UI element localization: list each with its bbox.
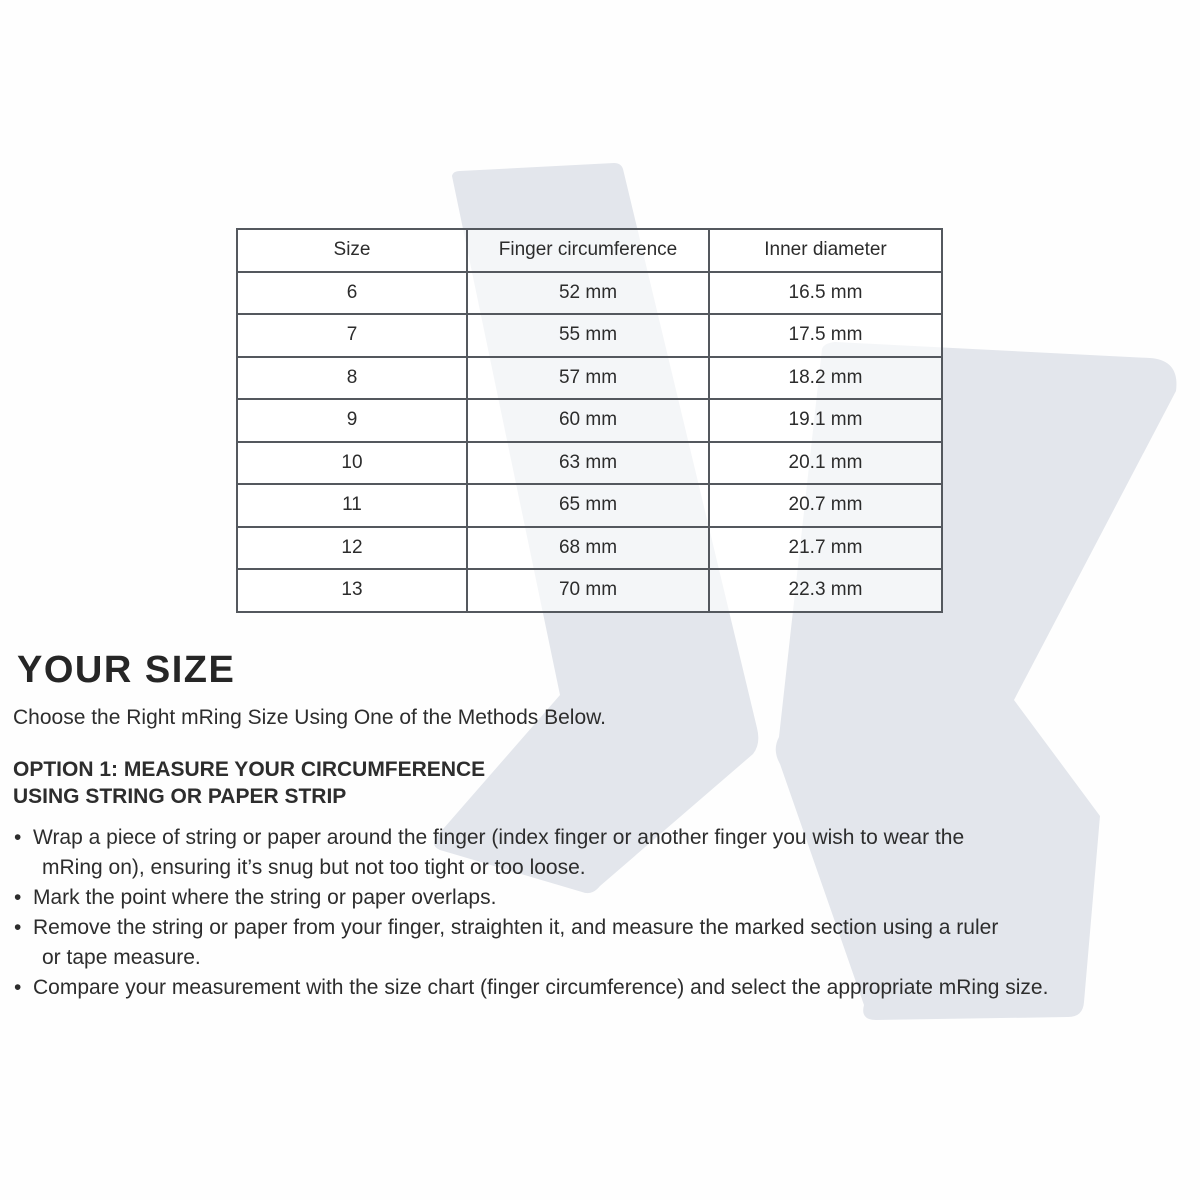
bullet-item: [13, 883, 1178, 913]
bullet-text: Mark the point where the string or paper overlaps.: [33, 886, 497, 909]
inner-diameter-cell: 20.1 mm: [709, 442, 942, 485]
finger-circumference-cell: 68 mm: [467, 527, 709, 570]
inner-diameter-cell: 20.7 mm: [709, 484, 942, 527]
table-row: [237, 484, 942, 527]
table-row: [237, 569, 942, 612]
table-row: [237, 442, 942, 485]
size-cell: 9: [237, 399, 467, 442]
bullet-text: Wrap a piece of string or paper around the finger (index finger or another finger you wish to wear the: [33, 826, 965, 849]
bullet-item: [13, 823, 1178, 853]
size-cell: 6: [237, 272, 467, 315]
spacer: [13, 810, 1178, 823]
inner-diameter-cell: 19.1 mm: [709, 399, 942, 442]
size-cell: 11: [237, 484, 467, 527]
table-row: [237, 399, 942, 442]
bullet-dot-icon: •: [14, 976, 22, 999]
finger-circumference-cell: 57 mm: [467, 357, 709, 400]
table-row: [237, 357, 942, 400]
table-row: [237, 272, 942, 315]
bullet-text: Compare your measurement with the size chart (finger circumference) and select the appropriate mRing size.: [33, 976, 1049, 999]
size-cell: 13: [237, 569, 467, 612]
option1-heading-line1: OPTION 1: MEASURE YOUR CIRCUMFERENCE: [13, 758, 486, 781]
option1-heading-line2: USING STRING OR PAPER STRIP: [13, 785, 347, 808]
finger-circumference-cell: 65 mm: [467, 484, 709, 527]
section-subtitle: Choose the Right mRing Size Using One of the Methods Below.: [13, 706, 606, 729]
instruction-bullet-list: [13, 823, 1178, 1003]
size-cell: 12: [237, 527, 467, 570]
inner-diameter-cell: 21.7 mm: [709, 527, 942, 570]
bullet-item-continuation: mRing on), ensuring it’s snug but not too tight or too loose.: [42, 856, 586, 879]
inner-diameter-cell: 22.3 mm: [709, 569, 942, 612]
bullet-item: [13, 913, 1178, 943]
table-header-cell: Finger circumference: [467, 229, 709, 272]
your-size-section: [13, 648, 1178, 1003]
bullet-text: Remove the string or paper from your finger, straighten it, and measure the marked section using a ruler: [33, 916, 999, 939]
size-cell: 8: [237, 357, 467, 400]
finger-circumference-cell: 60 mm: [467, 399, 709, 442]
bullet-dot-icon: •: [14, 826, 22, 849]
table-row: [237, 314, 942, 357]
size-cell: 7: [237, 314, 467, 357]
bullet-dot-icon: •: [14, 916, 22, 939]
table-header-cell: Inner diameter: [709, 229, 942, 272]
bullet-dot-icon: •: [14, 886, 22, 909]
finger-circumference-cell: 63 mm: [467, 442, 709, 485]
inner-diameter-cell: 16.5 mm: [709, 272, 942, 315]
inner-diameter-cell: 17.5 mm: [709, 314, 942, 357]
page-title: YOUR SIZE: [17, 649, 236, 691]
inner-diameter-cell: 18.2 mm: [709, 357, 942, 400]
finger-circumference-cell: 52 mm: [467, 272, 709, 315]
bullet-item: [13, 973, 1178, 1003]
ring-size-chart-table: [236, 228, 943, 613]
bullet-item-continuation: or tape measure.: [42, 946, 201, 969]
table-header-row: [237, 229, 942, 272]
size-cell: 10: [237, 442, 467, 485]
table-row: [237, 527, 942, 570]
finger-circumference-cell: 70 mm: [467, 569, 709, 612]
finger-circumference-cell: 55 mm: [467, 314, 709, 357]
table-header-cell: Size: [237, 229, 467, 272]
